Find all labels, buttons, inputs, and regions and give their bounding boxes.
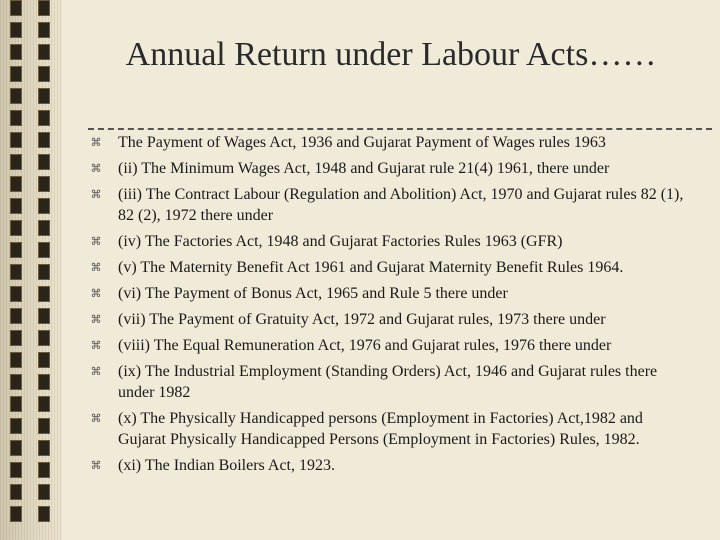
- list-item: [90, 309, 690, 330]
- list-item-text: The Payment of Wages Act, 1936 and Gujarat Payment of Wages rules 1963: [118, 134, 606, 151]
- list-item: [90, 283, 690, 304]
- bullet-icon: [90, 263, 102, 273]
- bullet-icon: [90, 461, 102, 471]
- bullet-icon: [90, 164, 102, 174]
- list-item: [90, 132, 690, 153]
- decorative-film-strip: [0, 0, 62, 540]
- slide-title: Annual Return under Labour Acts……: [125, 36, 657, 73]
- list-item-text: (iv) The Factories Act, 1948 and Gujarat Factories Rules 1963 (GFR): [118, 233, 563, 250]
- bullet-icon: [90, 138, 102, 148]
- bullet-icon: [90, 341, 102, 351]
- film-holes-left: [10, 0, 22, 540]
- list-item-text: (vii) The Payment of Gratuity Act, 1972 and Gujarat rules, 1973 there under: [118, 311, 606, 328]
- bullet-list: [90, 132, 690, 481]
- list-item: [90, 158, 690, 179]
- bullet-icon: [90, 289, 102, 299]
- list-item-text: (x) The Physically Handicapped persons (Employment in Factories) Act,1982 and Gujarat Physically Handicapped Persons (Employment in Factories) Rules, 1982.: [118, 410, 643, 448]
- list-item: [90, 408, 690, 450]
- list-item-text: (xi) The Indian Boilers Act, 1923.: [118, 457, 335, 474]
- list-item-text: (iii) The Contract Labour (Regulation and Abolition) Act, 1970 and Gujarat rules 82 (1), 82 (2), 1972 there under: [118, 186, 684, 224]
- list-item: [90, 231, 690, 252]
- list-item-text: (vi) The Payment of Bonus Act, 1965 and Rule 5 there under: [118, 285, 508, 302]
- list-item: [90, 361, 690, 403]
- list-item-text: (ii) The Minimum Wages Act, 1948 and Gujarat rule 21(4) 1961, there under: [118, 160, 610, 177]
- list-item-text: (viii) The Equal Remuneration Act, 1976 and Gujarat rules, 1976 there under: [118, 337, 612, 354]
- bullet-icon: [90, 190, 102, 200]
- film-holes-right: [38, 0, 50, 540]
- bullet-icon: [90, 237, 102, 247]
- list-item-text: (v) The Maternity Benefit Act 1961 and Gujarat Maternity Benefit Rules 1964.: [118, 259, 624, 276]
- list-item: [90, 335, 690, 356]
- list-item-text: (ix) The Industrial Employment (Standing Orders) Act, 1946 and Gujarat rules there under 1982: [118, 363, 658, 401]
- list-item: [90, 257, 690, 278]
- bullet-icon: [90, 367, 102, 377]
- list-item: [90, 455, 690, 476]
- list-item: [90, 184, 690, 226]
- bullet-icon: [90, 414, 102, 424]
- title-divider: [88, 128, 712, 130]
- bullet-icon: [90, 315, 102, 325]
